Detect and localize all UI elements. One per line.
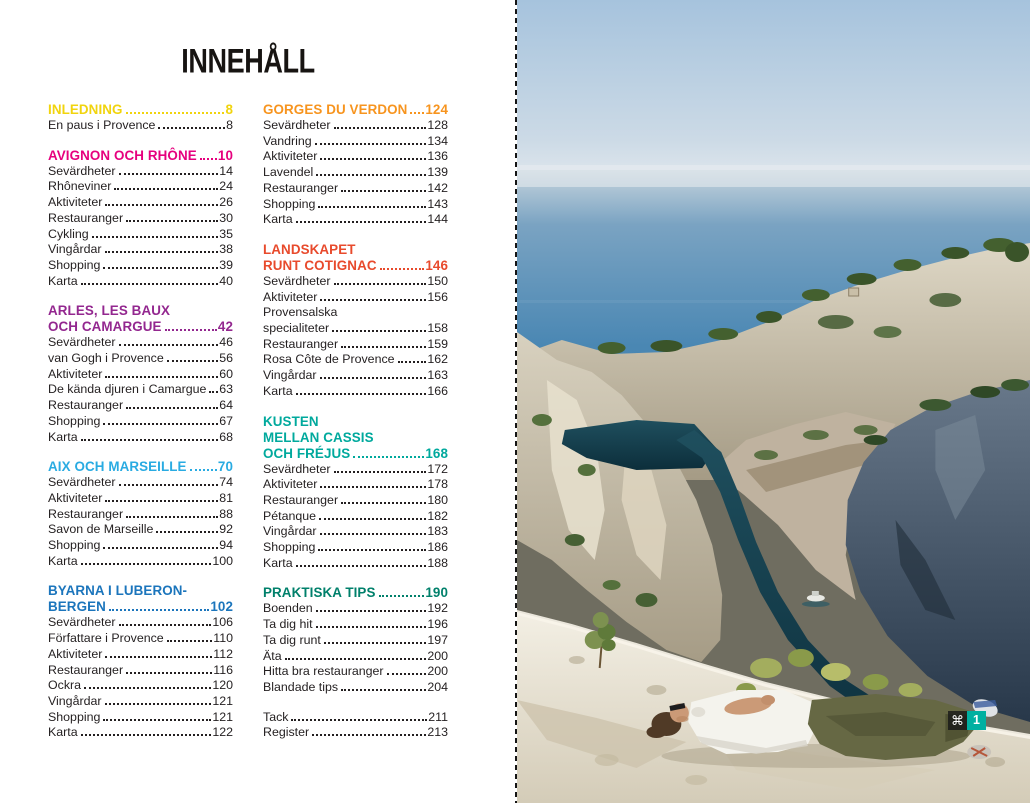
entry-label: Shopping <box>48 257 101 272</box>
entry-label: Boenden <box>263 601 313 616</box>
page-number: 10 <box>217 147 233 163</box>
dot-leader <box>105 376 218 378</box>
dot-leader <box>318 549 426 551</box>
toc-entry <box>263 134 448 150</box>
dot-leader <box>200 158 217 160</box>
toc-section-heading <box>48 459 233 475</box>
dot-leader <box>84 687 211 689</box>
page-number: 124 <box>425 102 448 117</box>
toc-entry <box>48 475 233 491</box>
page-number: 166 <box>427 383 448 398</box>
entry-label: Shopping <box>48 413 101 428</box>
page-number: 143 <box>427 196 448 211</box>
toc-entry <box>48 382 233 398</box>
page-number: 159 <box>427 336 448 351</box>
entry-label: De kända djuren i Camargue <box>48 382 207 397</box>
page-number: 116 <box>213 662 233 677</box>
cliff-ruin <box>849 288 859 296</box>
toc-entry <box>263 725 448 741</box>
toc-entry <box>48 179 233 195</box>
toc-entry <box>263 633 448 649</box>
toc-entry <box>263 477 448 493</box>
page-number: 110 <box>213 631 233 646</box>
page-number: 121 <box>212 693 233 708</box>
dot-leader <box>126 407 218 409</box>
toc-entry <box>48 663 233 679</box>
toc-section-heading <box>48 102 233 118</box>
page-number: 94 <box>219 538 233 553</box>
toc-section-heading <box>48 599 233 615</box>
dot-leader <box>105 251 219 253</box>
toc-section <box>263 414 448 572</box>
dot-leader <box>81 734 212 736</box>
toc-entry <box>263 664 448 680</box>
toc-columns <box>48 102 448 755</box>
toc-entry: Provensalska <box>263 305 338 320</box>
page-number: 8 <box>226 118 233 132</box>
dot-leader <box>320 299 426 301</box>
toc-entry <box>263 321 448 337</box>
page-number: 70 <box>217 459 233 475</box>
page-number: 24 <box>219 179 233 194</box>
toc-entry <box>263 212 448 228</box>
entry-label: Shopping <box>48 538 101 553</box>
entry-label: Vingårdar <box>263 524 317 539</box>
page-number: 121 <box>212 709 233 724</box>
entry-label: Restauranger <box>263 492 339 507</box>
entry-label: Cykling <box>48 226 89 241</box>
entry-label: Tack <box>263 709 289 724</box>
page-number: 60 <box>219 366 233 381</box>
entry-label: AVIGNON OCH RHÔNE <box>48 147 197 163</box>
toc-entry <box>48 398 233 414</box>
page-number: 67 <box>219 413 233 428</box>
entry-label: Aktiviteter <box>48 195 103 210</box>
page-number: 56 <box>219 351 233 366</box>
page-number: 200 <box>427 648 448 663</box>
entry-label: Rhôneviner <box>48 179 112 194</box>
toc-section <box>263 585 448 695</box>
dot-leader <box>126 672 212 674</box>
toc-section-heading <box>263 258 448 274</box>
dot-leader <box>291 719 427 721</box>
toc-section <box>263 710 448 741</box>
page-number: 38 <box>219 242 233 257</box>
dot-leader <box>109 609 209 611</box>
dot-leader <box>167 640 213 642</box>
entry-label: Sevärdheter <box>48 163 116 178</box>
entry-label: Shopping <box>263 196 316 211</box>
toc-entry <box>263 149 448 165</box>
dot-leader <box>105 656 212 658</box>
toc-entry <box>263 274 448 290</box>
dot-leader <box>81 283 219 285</box>
toc-entry <box>48 647 233 663</box>
page-number: 211 <box>428 709 448 724</box>
page-number: 128 <box>427 118 448 132</box>
entry-label: AIX OCH MARSEILLE <box>48 459 187 475</box>
entry-label: Aktiviteter <box>263 477 318 492</box>
toc-entry <box>263 509 448 525</box>
dot-leader <box>103 719 211 721</box>
page-number: 180 <box>427 492 448 507</box>
page-number: 192 <box>427 601 448 616</box>
entry-label: specialiteter <box>263 321 330 336</box>
page-number: 120 <box>212 678 233 693</box>
page-number: 142 <box>427 180 448 195</box>
entry-label: Register <box>263 725 310 740</box>
dot-leader <box>285 658 427 660</box>
page-number: 178 <box>427 477 448 492</box>
calanque-photo-graphic <box>517 0 1030 803</box>
page-number: 88 <box>219 506 233 521</box>
entry-label: En paus i Provence <box>48 118 156 132</box>
dot-leader <box>320 533 427 535</box>
dot-leader <box>296 565 427 567</box>
dot-leader <box>341 689 426 691</box>
toc-entry <box>263 617 448 633</box>
page-number: 112 <box>213 646 233 661</box>
page-number: 39 <box>219 257 233 272</box>
page-number: 26 <box>219 195 233 210</box>
entry-label: Författare i Provence <box>48 631 164 646</box>
page-number: 134 <box>427 133 448 148</box>
toc-entry <box>48 227 233 243</box>
toc-entry <box>48 242 233 258</box>
toc-entry <box>263 352 448 368</box>
entry-label: Restauranger <box>263 336 339 351</box>
dot-leader <box>105 204 218 206</box>
dot-leader <box>165 329 217 331</box>
dot-leader <box>119 173 219 175</box>
toc-section-heading: MELLAN CASSIS <box>263 429 374 445</box>
toc-entry <box>48 164 233 180</box>
entry-label: Aktiviteter <box>263 289 318 304</box>
toc-entry <box>48 491 233 507</box>
page-number: 146 <box>425 257 448 273</box>
page-number: 74 <box>219 475 233 490</box>
dot-leader <box>126 220 218 222</box>
entry-label: OCH CAMARGUE <box>48 319 162 335</box>
dot-leader <box>318 206 426 208</box>
dot-leader <box>119 484 219 486</box>
entry-label: Rosa Côte de Provence <box>263 352 395 367</box>
page-number: 196 <box>427 617 448 632</box>
dot-leader <box>105 703 212 705</box>
dot-leader <box>353 456 424 458</box>
toc-entry <box>263 197 448 213</box>
page-number: 190 <box>425 585 448 601</box>
dot-leader <box>320 158 426 160</box>
toc-entry <box>48 522 233 538</box>
toc-section-heading <box>263 446 448 462</box>
toc-entry <box>263 556 448 572</box>
toc-entry <box>48 554 233 570</box>
dot-leader <box>334 127 427 129</box>
entry-label: Sevärdheter <box>48 475 116 490</box>
toc-section-heading: ARLES, LES BAUX <box>48 303 171 319</box>
toc-column-2 <box>263 102 448 755</box>
entry-label: Karta <box>48 553 78 568</box>
dot-leader <box>114 188 218 190</box>
toc-entry <box>48 367 233 383</box>
toc-entry <box>48 538 233 554</box>
toc-entry <box>48 430 233 446</box>
page-number: 68 <box>219 429 233 444</box>
toc-entry <box>48 507 233 523</box>
entry-label: Restauranger <box>48 506 124 521</box>
dot-leader <box>81 439 219 441</box>
toc-entry <box>263 165 448 181</box>
toc-entry <box>48 615 233 631</box>
entry-label: Restauranger <box>48 210 124 225</box>
toc-section <box>48 303 233 445</box>
toc-section-heading: KUSTEN <box>263 413 319 429</box>
entry-label: Vingårdar <box>263 368 317 383</box>
page-number: 81 <box>219 490 233 505</box>
dot-leader <box>380 268 425 270</box>
entry-label: Sevärdheter <box>263 273 331 288</box>
dot-leader <box>190 469 217 471</box>
entry-label: Äta <box>263 648 282 663</box>
page-number: 136 <box>427 149 448 164</box>
page-number: 182 <box>427 508 448 523</box>
dot-leader <box>156 531 218 533</box>
page-number: 8 <box>225 102 233 117</box>
toc-entry <box>48 274 233 290</box>
dot-leader <box>103 423 218 425</box>
entry-label: Vingårdar <box>48 693 102 708</box>
entry-label: Karta <box>48 429 78 444</box>
entry-label: RUNT COTIGNAC <box>263 257 377 273</box>
toc-entry <box>263 337 448 353</box>
toc-entry <box>48 258 233 274</box>
dot-leader <box>103 267 218 269</box>
dot-leader <box>296 221 427 223</box>
toc-section-heading: BYARNA I LUBERON- <box>48 583 188 599</box>
toc-entry <box>48 195 233 211</box>
toc-entry <box>48 414 233 430</box>
entry-label: Karta <box>263 212 293 227</box>
page-number: 42 <box>217 319 233 335</box>
toc-entry <box>263 384 448 400</box>
toc-section <box>48 148 233 290</box>
toc-entry <box>48 678 233 694</box>
page-number: 92 <box>219 522 233 537</box>
toc-section <box>263 242 448 400</box>
page-number: 30 <box>219 210 233 225</box>
page-number: 172 <box>427 461 448 476</box>
dot-leader <box>316 174 426 176</box>
dot-leader <box>158 127 225 129</box>
toc-entry <box>263 649 448 665</box>
page-number: 46 <box>219 335 233 350</box>
entry-label: BERGEN <box>48 599 106 615</box>
dot-leader <box>316 626 427 628</box>
dot-leader <box>296 393 427 395</box>
dot-leader <box>126 112 225 114</box>
toc-section <box>48 102 233 134</box>
entry-label: Pétanque <box>263 508 317 523</box>
dot-leader <box>119 624 212 626</box>
dot-leader <box>103 547 218 549</box>
entry-label: Aktiviteter <box>263 149 318 164</box>
dot-leader <box>320 486 426 488</box>
toc-entry <box>263 462 448 478</box>
toc-entry <box>263 368 448 384</box>
toc-entry <box>263 710 448 726</box>
dot-leader <box>315 143 427 145</box>
page-title: INNEHÅLL <box>181 41 315 80</box>
entry-label: Karta <box>263 555 293 570</box>
entry-label: PRAKTISKA TIPS <box>263 585 376 601</box>
page-number: 188 <box>427 555 448 570</box>
page-number: 63 <box>219 382 233 397</box>
toc-entry <box>48 335 233 351</box>
marker-number: 1 <box>967 711 986 730</box>
toc-section-heading <box>48 319 233 335</box>
entry-label: Restauranger <box>48 398 124 413</box>
toc-entry <box>48 694 233 710</box>
toc-entry <box>263 290 448 306</box>
entry-label: Vingårdar <box>48 242 102 257</box>
dot-leader <box>379 595 425 597</box>
entry-label: Ta dig hit <box>263 617 313 632</box>
toc-entry <box>263 181 448 197</box>
entry-label: Savon de Marseille <box>48 522 154 537</box>
entry-label: Shopping <box>48 709 101 724</box>
page-number: 186 <box>427 540 448 555</box>
entry-label: Karta <box>48 725 78 740</box>
dot-leader <box>81 563 212 565</box>
page-number: 64 <box>219 398 233 413</box>
toc-section <box>48 459 233 569</box>
toc-section-heading <box>263 102 448 118</box>
toc-section <box>263 102 448 228</box>
page-number: 200 <box>427 664 448 679</box>
page-number: 14 <box>219 163 233 178</box>
dot-leader <box>312 734 426 736</box>
page-number: 183 <box>427 524 448 539</box>
map-marker-badge <box>948 711 986 730</box>
page-number: 100 <box>212 553 233 568</box>
toc-entry <box>263 680 448 696</box>
entry-label: GORGES DU VERDON <box>263 102 408 117</box>
dot-leader <box>341 190 426 192</box>
page-number: 197 <box>427 632 448 647</box>
dot-leader <box>119 344 219 346</box>
entry-label: Shopping <box>263 540 316 555</box>
dot-leader <box>410 112 424 114</box>
dot-leader <box>341 346 426 348</box>
page-number: 168 <box>425 445 448 461</box>
toc-entry <box>48 725 233 741</box>
page-number: 40 <box>219 273 233 288</box>
entry-label: Lavendel <box>263 165 314 180</box>
dot-leader <box>319 518 426 520</box>
entry-label: Aktiviteter <box>48 490 103 505</box>
dot-leader <box>92 236 219 238</box>
toc-section <box>48 583 233 741</box>
entry-label: Vandring <box>263 133 312 148</box>
dot-leader <box>387 673 427 675</box>
toc-column-1 <box>48 102 233 755</box>
page-number: 162 <box>427 352 448 367</box>
toc-entry <box>263 493 448 509</box>
entry-label: Restauranger <box>48 662 124 677</box>
entry-label: Sevärdheter <box>48 615 116 630</box>
dot-leader <box>167 360 218 362</box>
entry-label: van Gogh i Provence <box>48 351 164 366</box>
entry-label: Ta dig runt <box>263 632 321 647</box>
toc-entry <box>48 631 233 647</box>
page-number: 163 <box>427 368 448 383</box>
toc-entry <box>263 524 448 540</box>
entry-label: OCH FRÉJUS <box>263 445 351 461</box>
dot-leader <box>334 283 427 285</box>
entry-label: Sevärdheter <box>263 461 331 476</box>
dot-leader <box>126 516 218 518</box>
dot-leader <box>209 391 218 393</box>
toc-entry <box>263 601 448 617</box>
page-number: 213 <box>427 725 448 740</box>
entry-label: Sevärdheter <box>263 118 331 132</box>
entry-label: Karta <box>48 273 78 288</box>
dot-leader <box>105 500 218 502</box>
page-number: 102 <box>210 599 233 615</box>
dot-leader <box>341 502 426 504</box>
entry-label: Karta <box>263 383 293 398</box>
toc-entry <box>48 351 233 367</box>
dot-leader <box>320 377 427 379</box>
page-number: 139 <box>427 165 448 180</box>
entry-label: Restauranger <box>263 180 339 195</box>
toc-section-heading <box>48 148 233 164</box>
page-number: 106 <box>212 615 233 630</box>
page-number: 204 <box>427 679 448 694</box>
toc-section-heading <box>263 585 448 601</box>
entry-label: Aktiviteter <box>48 366 103 381</box>
toc-entry <box>263 540 448 556</box>
toc-entry <box>48 118 233 134</box>
place-of-interest-icon: ⌘ <box>948 711 967 730</box>
page-number: 122 <box>212 725 233 740</box>
entry-label: Hitta bra restauranger <box>263 664 384 679</box>
toc-entry <box>48 710 233 726</box>
page-number: 144 <box>427 212 448 227</box>
page-number: 35 <box>219 226 233 241</box>
page-number: 156 <box>427 289 448 304</box>
page-number: 150 <box>427 273 448 288</box>
entry-label: Blandade tips <box>263 679 339 694</box>
toc-section-heading: LANDSKAPET <box>263 241 356 257</box>
entry-label: INLEDNING <box>48 102 123 117</box>
entry-label: Aktiviteter <box>48 646 103 661</box>
calanque-photo <box>517 0 1030 803</box>
dot-leader <box>332 330 426 332</box>
dot-leader <box>316 610 427 612</box>
toc-entry <box>48 211 233 227</box>
page-number: 158 <box>427 321 448 336</box>
dot-leader <box>398 361 427 363</box>
toc-entry <box>263 118 448 134</box>
dot-leader <box>324 642 426 644</box>
dot-leader <box>334 471 427 473</box>
entry-label: Ockra <box>48 678 82 693</box>
entry-label: Sevärdheter <box>48 335 116 350</box>
